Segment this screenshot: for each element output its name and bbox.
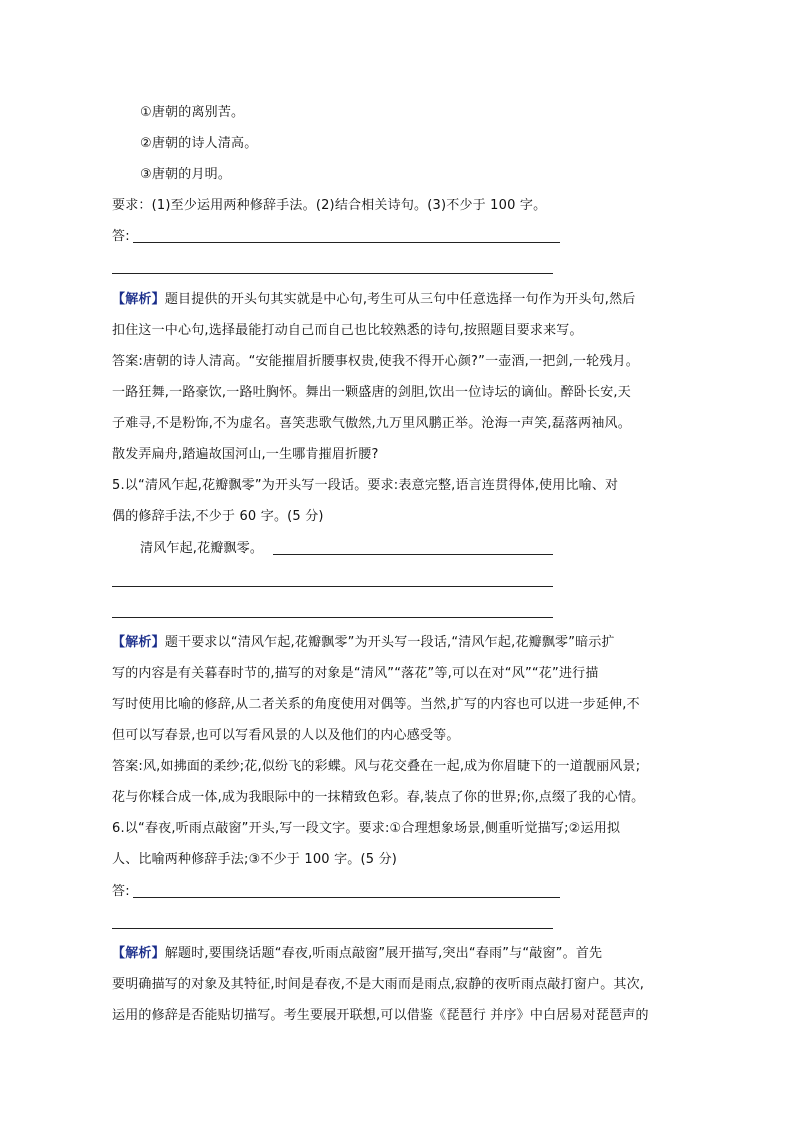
analysis-4-line: 【解析】题目提供的开头句其实就是中心句,考生可从三句中任意选择一句作为开头句,然后 xyxy=(112,292,636,307)
question-5-line: 偶的修辞手法,不少于 60 字。(5 分) xyxy=(112,509,324,524)
q4-requirements: 要求：(1)至少运用两种修辞手法。(2)结合相关诗句。(3)不少于 100 字。 xyxy=(112,198,547,213)
analysis-tag: 【解析】 xyxy=(112,292,165,307)
analysis-tag: 【解析】 xyxy=(112,946,165,961)
q6-answer-line[interactable] xyxy=(133,897,560,898)
option-3: ③唐朝的月明。 xyxy=(140,167,232,182)
answer-4-line: 子难寻,不是粉饰,不为虚名。喜笑悲歌气傲然,九万里风鹏正举。沧海一声笑,磊落两袖风。 xyxy=(112,416,631,431)
q4-answer-line[interactable] xyxy=(112,273,553,274)
question-5-line: 5.以“清风乍起,花瓣飘零”为开头写一段话。要求:表意完整,语言连贯得体,使用比喻、对 xyxy=(112,478,619,493)
answer-5-line: 花与你糅合成一体,成为我眼际中的一抹精致色彩。春,装点了你的世界;你,点缀了我的心情。 xyxy=(112,790,645,805)
analysis-6-line: 要明确描写的对象及其特征,时间是春夜,不是大雨而是雨点,寂静的夜听雨点敲打窗户。其次, xyxy=(112,977,645,992)
answer-4-line: 一路狂舞,一路豪饮,一路吐胸怀。舞出一颗盛唐的剑胆,饮出一位诗坛的谪仙。醉卧长安,天 xyxy=(112,385,631,400)
analysis-5-line: 【解析】题干要求以“清风乍起,花瓣飘零”为开头写一段话,“清风乍起,花瓣飘零”暗示扩 xyxy=(112,635,615,650)
analysis-4-line: 扣住这一中心句,选择最能打动自己而自己也比较熟悉的诗句,按照题目要求来写。 xyxy=(112,323,583,338)
analysis-6-line: 运用的修辞是否能贴切描写。考生要展开联想,可以借鉴《琵琶行 并序》中白居易对琵琶声的 xyxy=(112,1008,649,1023)
q4-answer-line[interactable] xyxy=(133,242,560,243)
answer-4-line: 答案:唐朝的诗人清高。“安能摧眉折腰事权贵,使我不得开心颜?”一壶酒,一把剑,一轮残月。 xyxy=(112,354,639,369)
analysis-5-line: 但可以写春景,也可以写看风景的人以及他们的内心感受等。 xyxy=(112,728,460,743)
q4-answer-label: 答: xyxy=(112,229,130,244)
q6-answer-line[interactable] xyxy=(112,928,553,929)
q5-start-sentence: 清风乍起,花瓣飘零。 xyxy=(140,541,264,556)
analysis-5-line: 写的内容是有关暮春时节的,描写的对象是“清风”“落花”等,可以在对“风”“花”进行描 xyxy=(112,666,599,681)
analysis-tag: 【解析】 xyxy=(112,635,165,650)
q5-answer-line[interactable] xyxy=(112,586,553,587)
option-2: ②唐朝的诗人清高。 xyxy=(140,136,258,151)
q5-answer-line[interactable] xyxy=(273,554,553,555)
analysis-6-line: 【解析】解题时,要围绕话题“春夜,听雨点敲窗”展开描写,突出“春雨”与“敲窗”。首先 xyxy=(112,946,603,961)
answer-5-line: 答案:风,如拂面的柔纱;花,似纷飞的彩蝶。风与花交叠在一起,成为你眉睫下的一道靓丽风景; xyxy=(112,759,641,774)
answer-4-line: 散发弄扁舟,踏遍故国河山,一生哪肯摧眉折腰? xyxy=(112,447,379,462)
question-6-line: 人、比喻两种修辞手法;③不少于 100 字。(5 分) xyxy=(112,852,398,867)
q6-answer-label: 答: xyxy=(112,884,130,899)
analysis-5-line: 写时使用比喻的修辞,从二者关系的角度使用对偶等。当然,扩写的内容也可以进一步延伸,不 xyxy=(112,697,640,712)
q5-answer-line[interactable] xyxy=(112,617,553,618)
option-1: ①唐朝的离别苦。 xyxy=(140,105,245,120)
question-6-line: 6.以“春夜,听雨点敲窗”开头,写一段文字。要求:①合理想象场景,侧重听觉描写;②运用拟 xyxy=(112,821,621,836)
